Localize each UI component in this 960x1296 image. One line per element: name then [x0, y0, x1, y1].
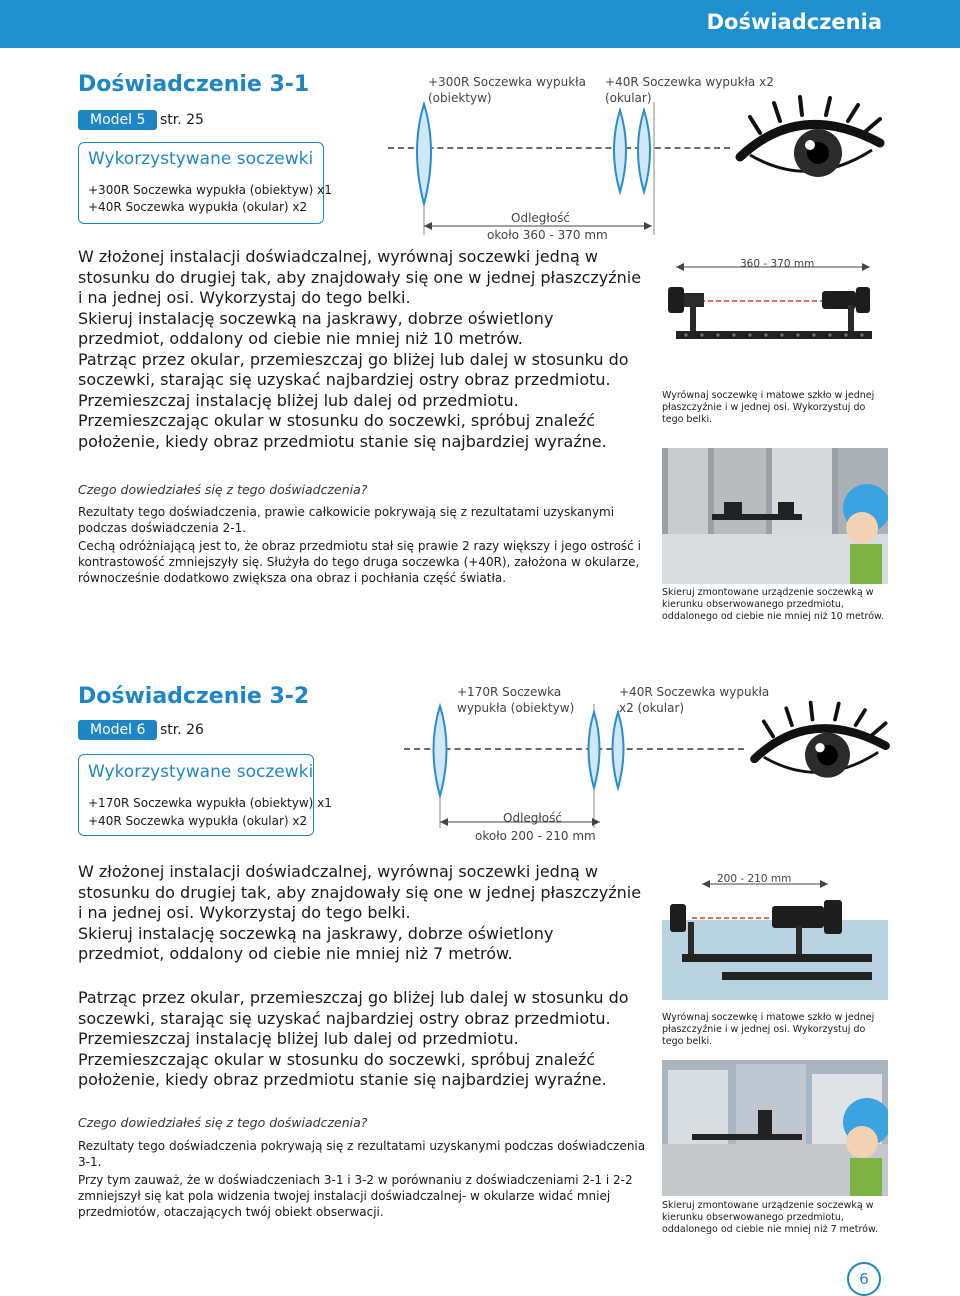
- exp1-window-photo: [662, 448, 888, 584]
- exp1-setup-measure: 360 - 370 mm: [740, 258, 815, 270]
- exp2-window-caption: Skieruj zmontowane urządzenie soczewką w kierunku obserwowanego przedmiotu, oddalonego od ciebie nie mniej niż 7 metrów.: [662, 1200, 878, 1235]
- exp2-answer-2: Przy tym zauważ, że w doświadczeniach 3-1 i 3-2 w porównaniu z doświadczeniami 2-1 i 2-2 zmniejszył się kat pola widzenia twojej instalacji doświadczalnej- w okularze widać mniej przedmiotów, otaczających twój obiekt obserwacji.: [78, 1173, 633, 1219]
- exp1-lens1-label-1: +300R Soczewka wypukła: [428, 75, 586, 89]
- exp1-instruction-3: Patrząc przez okular, przemieszczaj go bliżej lub dalej w stosunku do soczewki, starając się uzyskać najbardziej ostry obraz przedmiotu.: [78, 349, 629, 389]
- exp1-answer-1: Rezultaty tego doświadczenia, prawie całkowicie pokrywają się z rezultatami uzyskanymi podczas doświadczenia 2-1.: [78, 505, 615, 535]
- exp1-lens1-label-2: (obiektyw): [428, 91, 492, 105]
- exp1-question: Czego dowiedziałeś się z tego doświadczenia?: [78, 482, 368, 497]
- exp2-model-badge: Model 6: [78, 720, 157, 740]
- header-title: Doświadczenia: [706, 10, 882, 34]
- exp2-lens2-label-1: +40R Soczewka wypukła: [619, 685, 770, 699]
- exp1-instruction-4: Przemieszczaj instalację bliżej lub dalej od przedmiotu.: [78, 390, 519, 410]
- exp2-lens2-label-2: x2 (okular): [619, 701, 685, 715]
- eye-icon-2: [745, 700, 895, 800]
- exp2-instructions-a: [78, 862, 643, 965]
- exp1-window-illustration: [662, 448, 888, 584]
- page-number: 6: [847, 1262, 881, 1296]
- exp2-lens-line-1: +170R Soczewka wypukła (obiektyw) x1: [88, 796, 332, 810]
- exp2-answer: [78, 1138, 646, 1220]
- exp2-distance-value: około 200 - 210 mm: [475, 829, 596, 843]
- exp2-setup-caption: Wyrównaj soczewkę i matowe szkło w jednej płaszczyźnie i w jednej osi. Wykorzystuj do tego belki.: [662, 1012, 875, 1047]
- exp2-title: Doświadczenie 3-2: [78, 684, 310, 709]
- exp2-window-illustration: [662, 1060, 888, 1196]
- exp1-lenses-title: Wykorzystywane soczewki: [88, 149, 314, 169]
- exp1-page-ref: str. 25: [160, 112, 204, 128]
- exp1-instruction-1: W złożonej instalacji doświadczalnej, wyrównaj soczewki jedną w stosunku do drugiej tak, aby znajdowały się one w jednej płaszczyźnie i na jednej osi. Wykorzystaj do tego belki.: [78, 247, 642, 307]
- exp1-instructions: [78, 247, 643, 452]
- exp1-setup-caption: Wyrównaj soczewkę i matowe szkło w jednej płaszczyźnie i w jednej osi. Wykorzystuj do tego belki.: [662, 390, 875, 425]
- exp2-lens1-label-1: +170R Soczewka: [457, 685, 562, 699]
- exp1-lens-line-2: +40R Soczewka wypukła (okular) x2: [88, 200, 308, 214]
- exp1-lens2-label-2: (okular): [605, 91, 652, 105]
- exp2-instructions-b: [78, 988, 643, 1091]
- exp2-instruction-5: Przemieszczając okular w stosunku do soczewki, spróbuj znaleźć położenie, kiedy obraz przedmiotu stanie się najbardziej wyraźne.: [78, 1049, 607, 1089]
- eye-icon: [730, 95, 890, 200]
- exp1-title: Doświadczenie 3-1: [78, 72, 310, 97]
- exp2-distance-label: Odległość: [503, 811, 562, 825]
- exp1-distance-value: około 360 - 370 mm: [487, 228, 608, 242]
- exp1-lens-line-1: +300R Soczewka wypukła (obiektyw) x1: [88, 183, 332, 197]
- exp1-instruction-5: Przemieszczając okular w stosunku do soczewki, spróbuj znaleźć położenie, kiedy obraz przedmiotu stanie się najbardziej wyraźne.: [78, 411, 607, 451]
- exp1-model-badge: Model 5: [78, 110, 157, 130]
- exp2-lenses-title: Wykorzystywane soczewki: [88, 762, 314, 782]
- exp1-answer-2: Cechą odróżniającą jest to, że obraz przedmiotu stał się prawie 2 razy większy i jego ostrość i kontrastowość zmniejszyły się. Służyła do tego druga soczewka (+40R), założona w okularze, równocześnie dodatkowo zwiększa ona obraz i pochłania część światła.: [78, 539, 641, 585]
- exp2-instruction-2: Skieruj instalację soczewką na jaskrawy, dobrze oświetlony przedmiot, oddalony od ciebie nie mniej niż 7 metrów.: [78, 923, 554, 963]
- exp2-instruction-3: Patrząc przez okular, przemieszczaj go bliżej lub dalej w stosunku do soczewki, starając się uzyskać najbardziej ostry obraz przedmiotu.: [78, 988, 629, 1028]
- exp1-instruction-2: Skieruj instalację soczewką na jaskrawy, dobrze oświetlony przedmiot, oddalony od ciebie nie mniej niż 10 metrów.: [78, 308, 554, 348]
- exp2-window-photo: [662, 1060, 888, 1196]
- exp2-page-ref: str. 26: [160, 722, 204, 738]
- exp2-lens-line-2: +40R Soczewka wypukła (okular) x2: [88, 814, 308, 828]
- exp1-window-caption: Skieruj zmontowane urządzenie soczewką w kierunku obserwowanego przedmiotu, oddalonego od ciebie nie mniej niż 10 metrów.: [662, 587, 884, 622]
- exp2-setup-measure: 200 - 210 mm: [717, 873, 792, 885]
- exp2-instruction-4: Przemieszczaj instalację bliżej lub dalej od przedmiotu.: [78, 1029, 519, 1048]
- exp1-distance-label: Odległość: [511, 211, 570, 225]
- exp1-lens2-label-1: +40R Soczewka wypukła x2: [605, 75, 774, 89]
- exp2-answer-1: Rezultaty tego doświadczenia pokrywają się z rezultatami uzyskanymi podczas doświadczenia 3-1.: [78, 1139, 646, 1169]
- exp2-instruction-1: W złożonej instalacji doświadczalnej, wyrównaj soczewki jedną w stosunku do drugiej tak, aby znajdowały się one w jednej płaszczyźnie i na jednej osi. Wykorzystaj do tego belki.: [78, 862, 642, 922]
- exp2-lens1-label-2: wypukła (obiektyw): [457, 701, 575, 715]
- exp2-question: Czego dowiedziałeś się z tego doświadczenia?: [78, 1115, 368, 1130]
- exp1-answer: [78, 504, 646, 586]
